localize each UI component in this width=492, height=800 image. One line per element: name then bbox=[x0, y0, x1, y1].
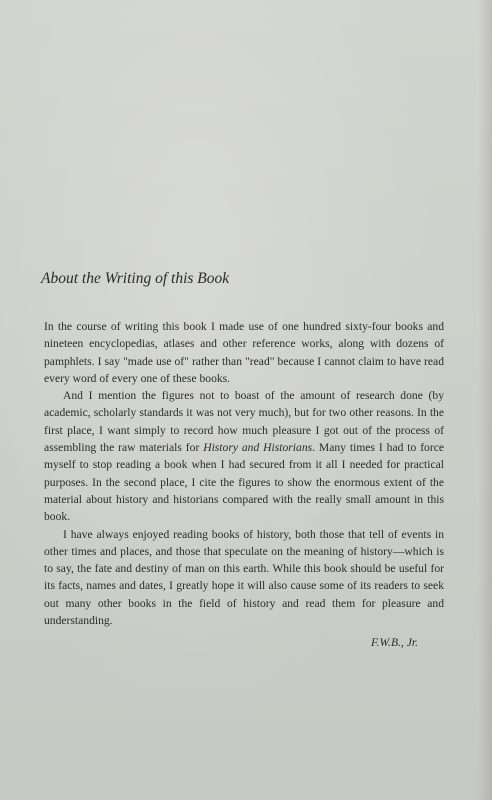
paragraph-1: In the course of writing this book I made use of one hundred sixty-four books and nineteen encyclopedias, atlases and other reference works, along with dozens of pamphlets. I say "made use of" rather than "read" because I cannot claim to have read every word of every one of these books. bbox=[44, 320, 444, 385]
paragraph-3: I have always enjoyed reading books of history, both those that tell of events in other times and places, and those that speculate on the meaning of history—which is to say, the fate and destiny of man on this earth. While this book should be useful for its facts, names and dates, I greatly hope it will also cause some of its readers to seek out many other books in the field of history and read them for pleasure and understanding. bbox=[44, 527, 444, 628]
paragraph-2-text-after: . Many times I had to force myself to stop reading a book when I had secured from it all I needed for practical purposes. In the second place, I cite the figures to show the enormous extent of the material about history and historians compared with the really small amount in this book. bbox=[44, 441, 445, 524]
paragraph-2-text-before: And I mention the figures not to boast of the amount of research done (by academic, scholarly standards it was not very much), but for two other reasons. In the first place, I want simply to record how much pleasure I got out of the process of assembling the raw materials for bbox=[44, 389, 444, 455]
author-signature: F.W.B., Jr. bbox=[370, 636, 418, 650]
section-heading: About the Writing of this Book bbox=[41, 270, 230, 287]
body-text bbox=[44, 318, 444, 652]
book-title-italic: History and Historians bbox=[203, 441, 313, 455]
paragraph-2 bbox=[44, 387, 444, 525]
